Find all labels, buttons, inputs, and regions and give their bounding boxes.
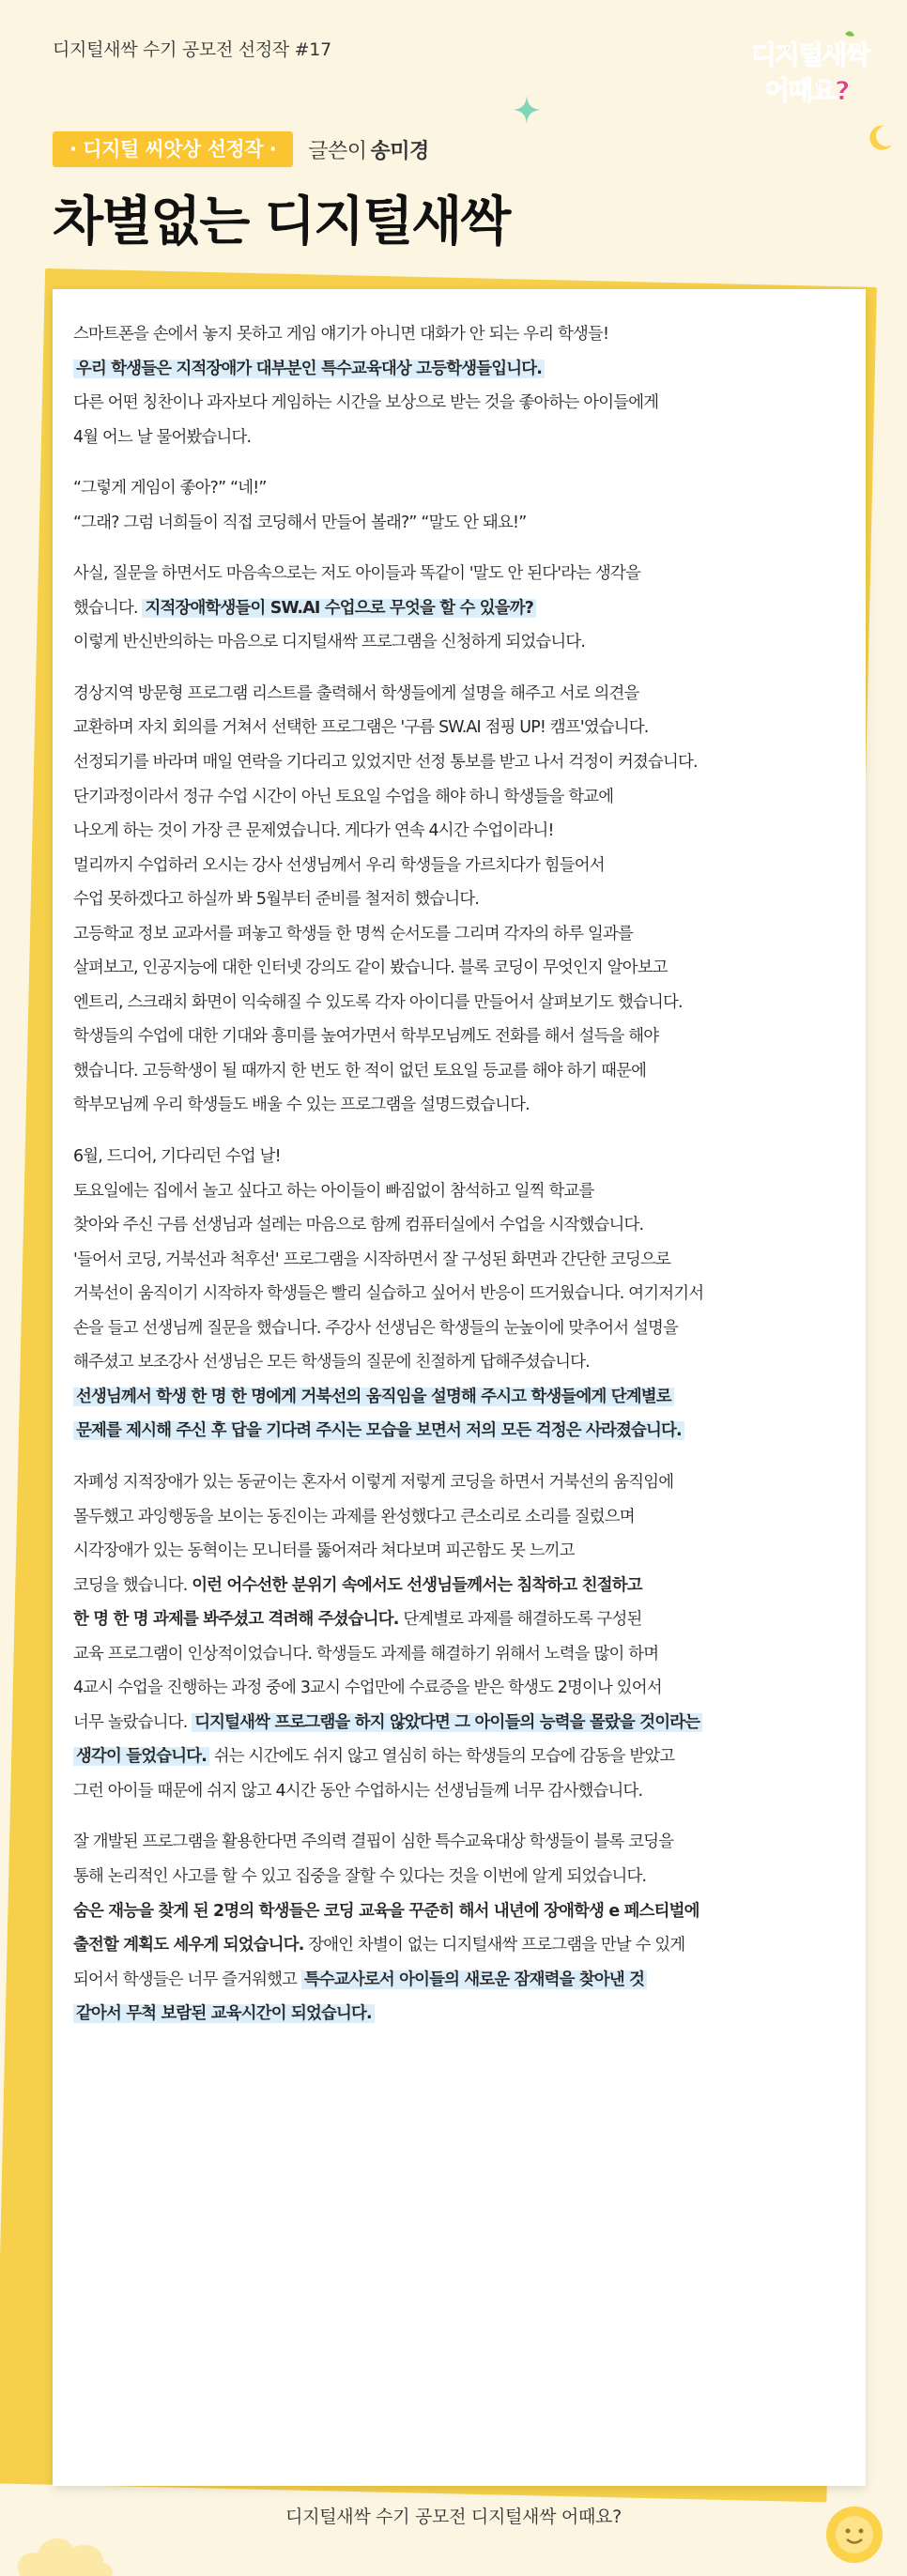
author — [308, 135, 429, 164]
highlight: 특수교사로서 아이들의 새로운 잠재력을 찾아낸 것 — [301, 1970, 647, 1989]
text-line: 4교시 수업을 진행하는 과정 중에 3교시 수업만에 수료증을 받은 학생도 2명이나 있어서 — [73, 1679, 662, 1698]
text-segment: 코딩을 했습니다. — [73, 1575, 188, 1595]
page-title: 차별없는 디지털새싹 — [53, 192, 510, 253]
text-line: '들어서 코딩, 거북선과 척후선' 프로그램을 시작하면서 잘 구성된 화면과 간단한 코딩으로 — [73, 1250, 670, 1269]
text-line: 해주셨고 보조강사 선생님은 모든 학생들의 질문에 친절하게 답해주셨습니다. — [73, 1353, 590, 1372]
bold-text: 이런 어수선한 분위기 속에서도 선생님들께서는 침착하고 친절하고 — [192, 1575, 642, 1595]
bold-text: 출전할 계획도 세우게 되었습니다. — [73, 1936, 304, 1955]
text-line — [73, 1963, 839, 1998]
award-badge: · 디지털 씨앗상 선정작 · — [53, 131, 293, 167]
paragraph-1 — [73, 317, 839, 454]
text-line: 사실, 질문을 하면서도 마음속으로는 저도 아이들과 똑같이 '말도 안 된다'라는 생각을 — [73, 564, 640, 584]
text-line: 살펴보고, 인공지능에 대한 인터넷 강의도 같이 봤습니다. 블록 코딩이 무엇인지 알아보고 — [73, 958, 668, 978]
text-line — [73, 1997, 839, 2032]
paragraph-5 — [73, 1140, 839, 1449]
highlight: 선생님께서 학생 한 명 한 명에게 거북선의 움직임을 설명해 주시고 학생들에게 단계별로 — [73, 1388, 674, 1406]
text-line: 단기과정이라서 정규 수업 시간이 아닌 토요일 수업을 해야 하니 학생들을 학교에 — [73, 787, 614, 806]
text-line: 거북선이 움직이기 시작하자 학생들은 빨리 실습하고 싶어서 반응이 뜨거웠습니다. 여기저기서 — [73, 1284, 704, 1304]
series-label: 디지털새싹 수기 공모전 선정작 #17 — [53, 39, 331, 60]
highlight: 생각이 들었습니다. — [73, 1747, 209, 1766]
text-segment: 쉬는 시간에도 쉬지 않고 열심히 하는 학생들의 모습에 감동을 받았고 — [213, 1747, 675, 1767]
highlight: 지적장애학생들이 SW.AI 수업으로 무엇을 할 수 있을까? — [142, 599, 536, 618]
logo-line2: 어때요? — [764, 75, 849, 106]
text-line: 통해 논리적인 사고를 할 수 있고 집중을 잘할 수 있다는 것을 이번에 알게 되었습니다. — [73, 1866, 647, 1886]
text-line — [73, 591, 839, 626]
text-line: 6월, 드디어, 기다리던 수업 날! — [73, 1147, 281, 1167]
text-line: 그런 아이들 때문에 쉬지 않고 4시간 동안 수업하시는 선생님들께 너무 감사했습니다. — [73, 1781, 643, 1801]
logo-line1: 디지털새싹 — [751, 39, 869, 70]
sparkle-icon — [513, 96, 541, 124]
cloud-icon — [11, 2525, 115, 2576]
bold-text: 한 명 한 명 과제를 봐주셨고 격려해 주셨습니다. — [73, 1610, 399, 1630]
highlight: 문제를 제시해 주신 후 답을 기다려 주시는 모습을 보면서 저의 모든 걱정은 사라졌습니다. — [73, 1421, 684, 1440]
text-line: 4월 어느 날 물어봤습니다. — [73, 427, 252, 447]
text-line: 손을 들고 선생님께 질문을 했습니다. 주강사 선생님은 학생들의 눈높이에 맞추어서 설명을 — [73, 1318, 678, 1338]
text-segment: 단계별로 과제를 해결하도록 구성된 — [403, 1610, 642, 1630]
essay-body — [73, 317, 839, 2048]
text-line: 잘 개발된 프로그램을 활용한다면 주의력 결핍이 심한 특수교육대상 학생들이 블록 코딩을 — [73, 1832, 674, 1852]
highlight: 같아서 무척 보람된 교육시간이 되었습니다. — [73, 2004, 375, 2023]
moon-icon — [866, 124, 894, 152]
bold-text: 숨은 재능을 찾게 된 2명의 학생들은 코딩 교육을 꾸준히 해서 내년에 장애학생 e 페스티벌에 — [73, 1901, 699, 1921]
text-line: 경상지역 방문형 프로그램 리스트를 출력해서 학생들에게 설명을 해주고 서로 의견을 — [73, 683, 639, 703]
text-line: 학부모님께 우리 학생들도 배울 수 있는 프로그램을 설명드렸습니다. — [73, 1096, 530, 1115]
text-line — [73, 1706, 839, 1740]
text-line: 다른 어떤 칭찬이나 과자보다 게임하는 시간을 보상으로 받는 것을 좋아하는 아이들에게 — [73, 393, 659, 413]
text-line: 멀리까지 수업하러 오시는 강사 선생님께서 우리 학생들을 가르치다가 힘들어서 — [73, 855, 605, 875]
text-line: 교환하며 자치 회의를 거쳐서 선택한 프로그램은 '구름 SW.AI 점핑 UP! 캠프'였습니다. — [73, 718, 649, 738]
text-line: 스마트폰을 손에서 놓지 못하고 게임 얘기가 아니면 대화가 안 되는 우리 학생들! — [73, 325, 609, 344]
author-prefix: 글쓴이 — [308, 139, 367, 163]
text-line: 몰두했고 과잉행동을 보이는 동진이는 과제를 완성했다고 큰소리로 소리를 질렀으며 — [73, 1507, 635, 1526]
text-line: “그래? 그럼 너희들이 직접 코딩해서 만들어 볼래?” “말도 안 돼요!” — [73, 513, 527, 532]
author-name: 송미경 — [370, 139, 429, 163]
paragraph-6 — [73, 1465, 839, 1808]
text-line: 이렇게 반신반의하는 마음으로 디지털새싹 프로그램을 신청하게 되었습니다. — [73, 633, 586, 652]
highlight: 우리 학생들은 지적장애가 대부분인 특수교육대상 고등학생들입니다. — [73, 360, 545, 378]
text-line — [73, 1894, 839, 1929]
essay-paper — [53, 289, 866, 2486]
text-line — [73, 1602, 839, 1637]
digital-saessak-logo — [751, 28, 883, 109]
text-line: 나오게 하는 것이 가장 큰 문제였습니다. 게다가 연속 4시간 수업이라니! — [73, 821, 554, 841]
text-line — [73, 1740, 839, 1774]
award-row — [53, 131, 429, 167]
text-line: 자폐성 지적장애가 있는 동균이는 혼자서 이렇게 저렇게 코딩을 하면서 거북선의 움직임에 — [73, 1472, 674, 1492]
text-line: 찾아와 주신 구름 선생님과 설레는 마음으로 함께 컴퓨터실에서 수업을 시작했습니다. — [73, 1216, 644, 1235]
text-line: 토요일에는 집에서 놀고 싶다고 하는 아이들이 빠짐없이 참석하고 일찍 학교를 — [73, 1181, 594, 1201]
paragraph-7 — [73, 1825, 839, 2031]
highlight: 디지털새싹 프로그램을 하지 않았다면 그 아이들의 능력을 몰랐을 것이라는 — [192, 1713, 702, 1732]
text-line — [73, 1569, 839, 1603]
paragraph-2 — [73, 471, 839, 540]
text-segment: 되어서 학생들은 너무 즐거워했고 — [73, 1970, 298, 1989]
paragraph-4 — [73, 677, 839, 1123]
text-line — [73, 1928, 839, 1963]
text-segment: 장애인 차별이 없는 디지털새싹 프로그램을 만날 수 있게 — [308, 1936, 685, 1955]
text-segment: 너무 놀랐습니다. — [73, 1712, 188, 1732]
text-line — [73, 1380, 839, 1415]
text-line: 엔트리, 스크래치 화면이 익숙해질 수 있도록 각자 아이디를 만들어서 살펴보기도 했습니다. — [73, 992, 683, 1012]
text-line — [73, 1414, 839, 1449]
text-segment: 했습니다. — [73, 598, 138, 618]
text-line: 시각장애가 있는 동혁이는 모니터를 뚫어져라 쳐다보며 피곤함도 못 느끼고 — [73, 1541, 575, 1561]
paragraph-3 — [73, 557, 839, 660]
text-line: 고등학교 정보 교과서를 펴놓고 학생들 한 명씩 순서도를 그리며 각자의 하루 일과를 — [73, 924, 633, 943]
text-line: “그렇게 게임이 좋아?” “네!” — [73, 479, 267, 498]
footer-text: 디지털새싹 수기 공모전 디지털새싹 어때요? — [285, 2507, 622, 2527]
text-line: 했습니다. 고등학생이 될 때까지 한 번도 한 적이 없던 토요일 등교를 해야 하기 때문에 — [73, 1061, 647, 1081]
text-line: 수업 못하겠다고 하실까 봐 5월부터 준비를 철저히 했습니다. — [73, 890, 480, 910]
text-line — [73, 352, 839, 387]
text-line: 교육 프로그램이 인상적이었습니다. 학생들도 과제를 해결하기 위해서 노력을 많이 하며 — [73, 1644, 659, 1664]
text-line: 선정되기를 바라며 매일 연락을 기다리고 있었지만 선정 통보를 받고 나서 걱정이 커졌습니다. — [73, 753, 698, 773]
text-line: 학생들의 수업에 대한 기대와 흥미를 높여가면서 학부모님께도 전화를 해서 설득을 해야 — [73, 1027, 659, 1047]
